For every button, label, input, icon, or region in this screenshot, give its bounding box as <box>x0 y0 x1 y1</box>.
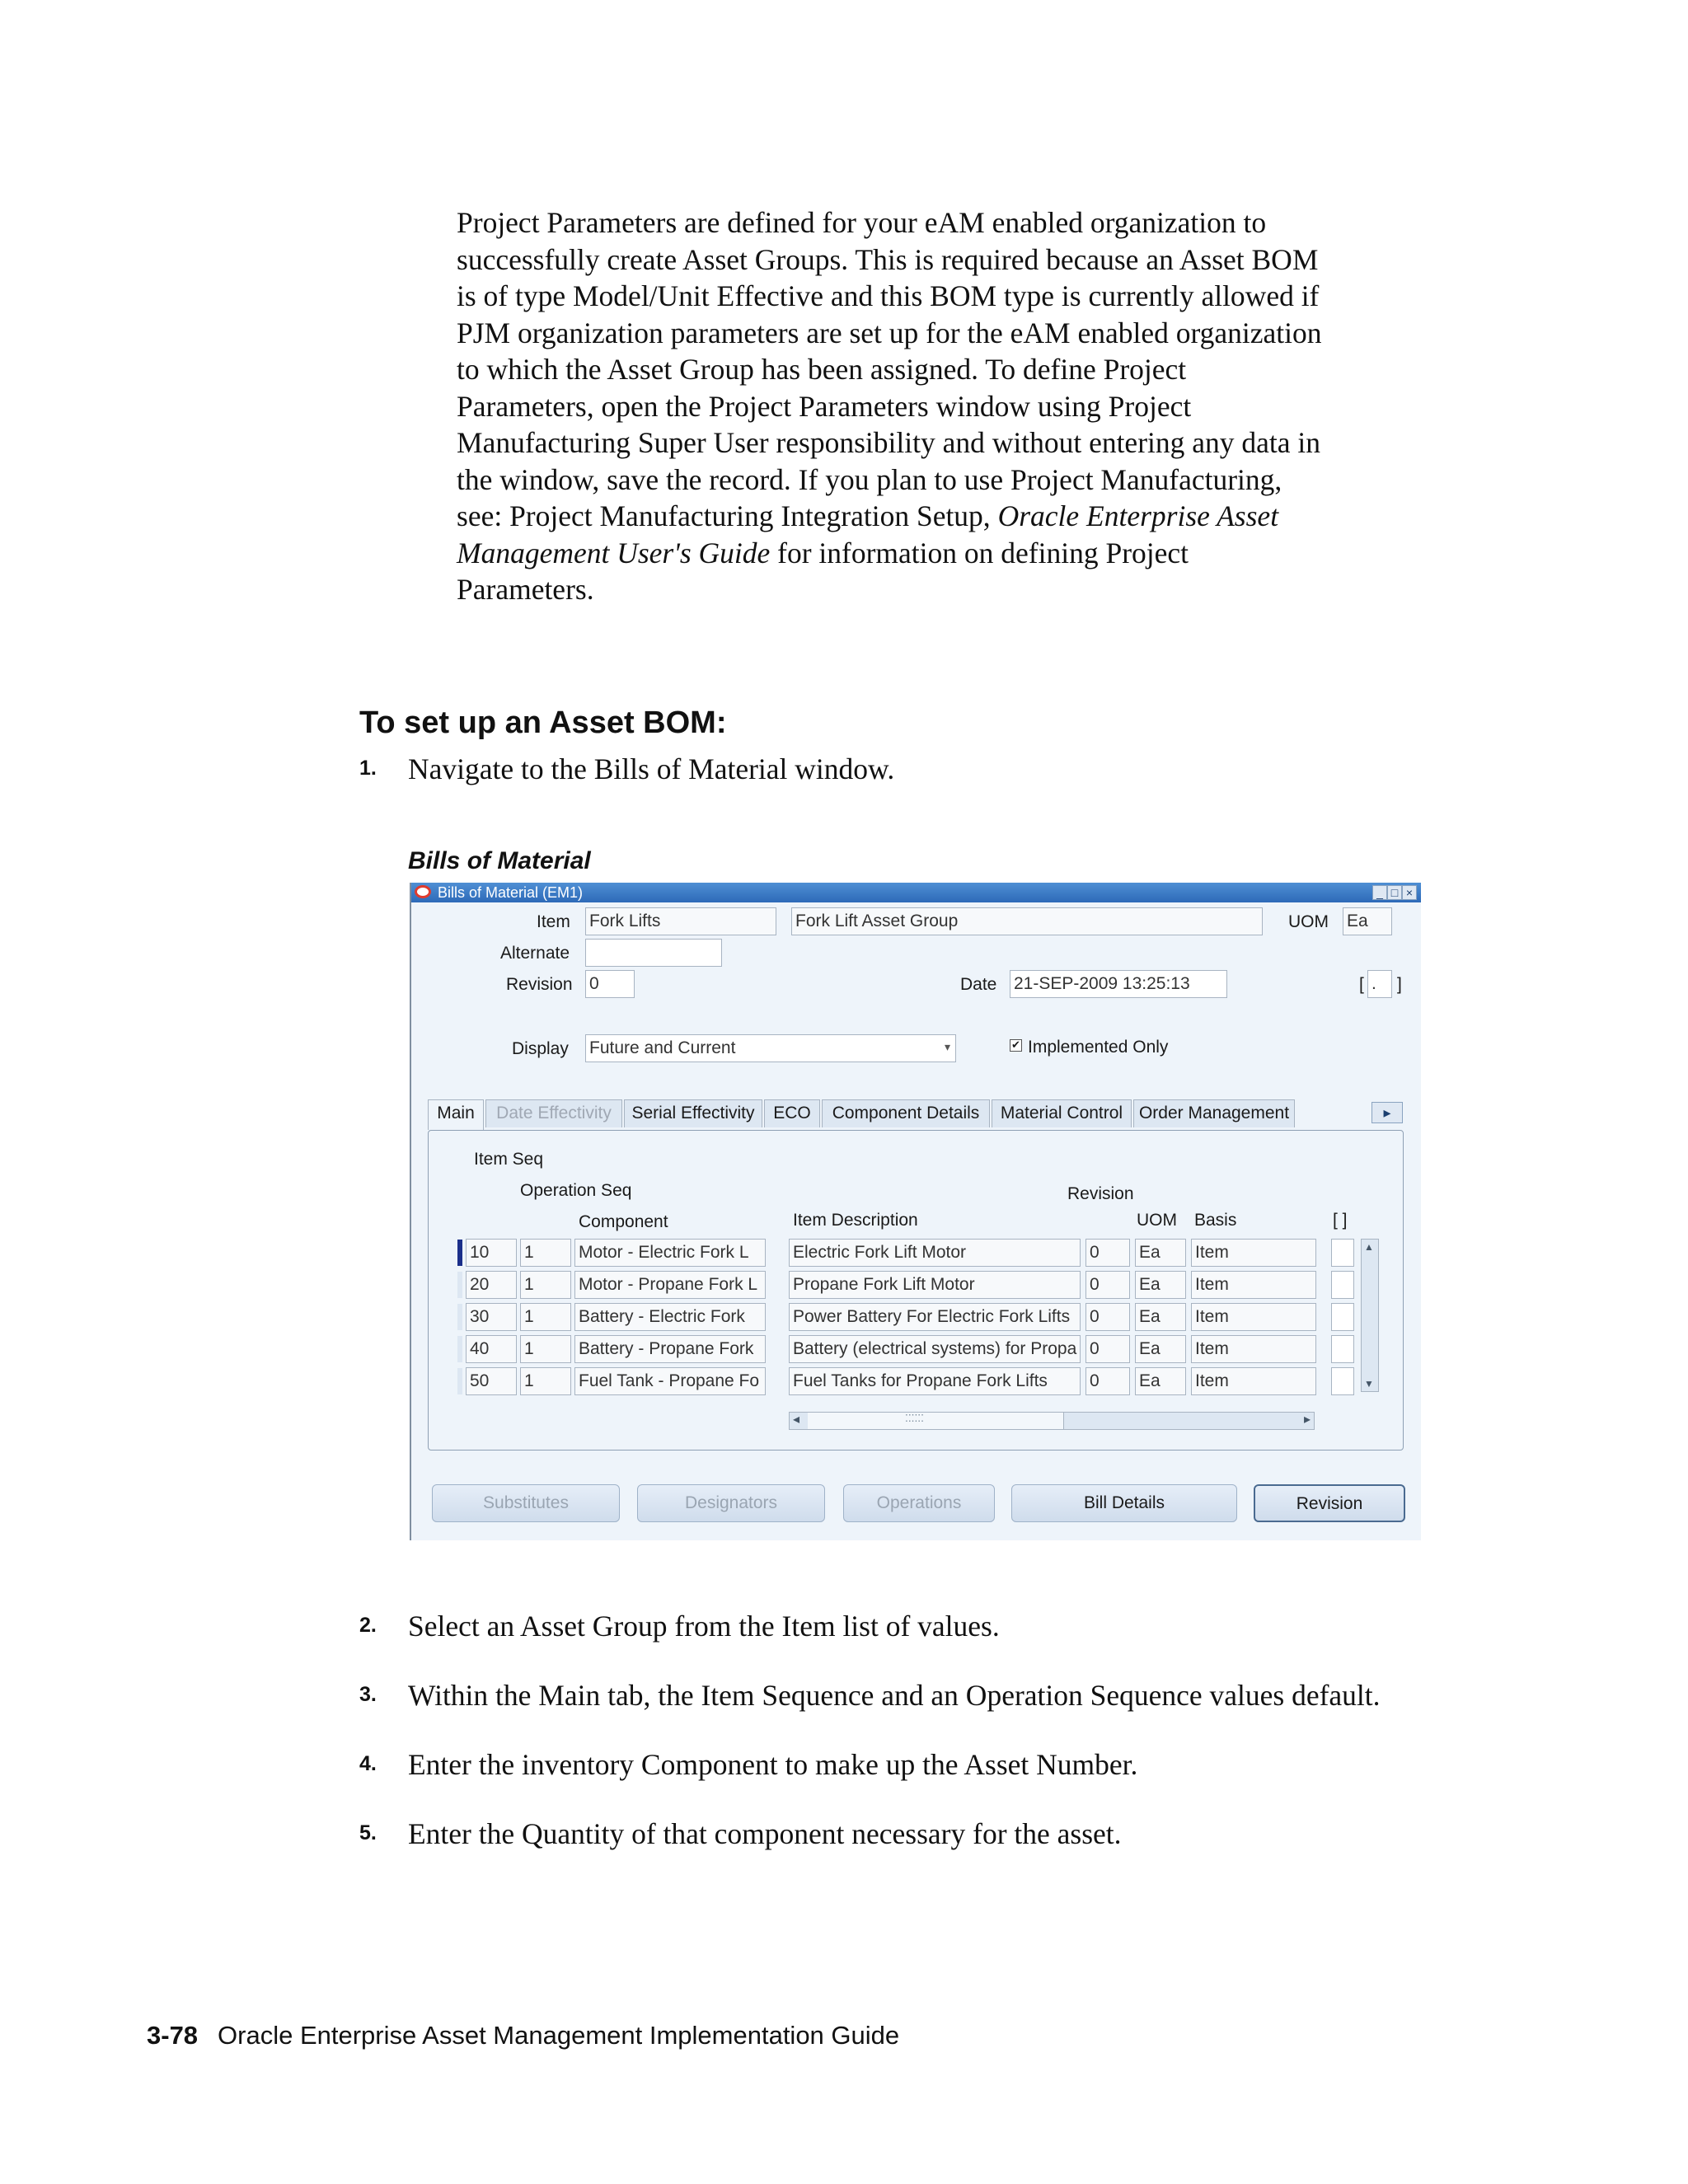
intro-paragraph <box>457 204 1330 608</box>
tab-component-details[interactable]: Component Details <box>822 1099 990 1127</box>
item-seq-cell[interactable]: 10 <box>466 1239 517 1267</box>
scroll-left-icon[interactable]: ◂ <box>793 1413 800 1427</box>
uom-cell[interactable]: Ea <box>1135 1271 1186 1299</box>
operation-seq-cell[interactable]: 1 <box>520 1271 571 1299</box>
item-description-cell[interactable]: Propane Fork Lift Motor <box>789 1271 1081 1299</box>
revision-button[interactable]: Revision <box>1254 1484 1405 1522</box>
bill-details-button[interactable]: Bill Details <box>1011 1484 1237 1522</box>
oracle-logo-icon <box>415 885 431 898</box>
col-item-description: Item Description <box>793 1211 918 1230</box>
basis-cell[interactable]: Item <box>1191 1303 1316 1331</box>
display-select[interactable] <box>585 1034 956 1062</box>
minimize-icon[interactable]: _ <box>1372 885 1387 900</box>
alternate-label: Alternate <box>500 944 570 963</box>
item-field[interactable]: Fork Lifts <box>585 907 776 935</box>
descriptive-flexfield[interactable]: . <box>1367 970 1392 998</box>
item-description-field[interactable]: Fork Lift Asset Group <box>791 907 1263 935</box>
tab-main[interactable]: Main <box>428 1099 484 1130</box>
revision-cell[interactable]: 0 <box>1085 1335 1130 1363</box>
item-description-cell[interactable]: Fuel Tanks for Propane Fork Lifts <box>789 1367 1081 1395</box>
row-dff-cell[interactable] <box>1331 1239 1354 1267</box>
alternate-field[interactable] <box>585 939 722 967</box>
component-cell[interactable]: Motor - Propane Fork L <box>574 1271 766 1299</box>
step-text: Navigate to the Bills of Material window. <box>408 752 895 785</box>
step-number: 1. <box>359 757 377 780</box>
intro-text: Project Parameters are defined for your eAM enabled organization to successfully create Asset Groups. This is required because an Asset BOM is of type Model/Unit Effective and this BOM type is currently allowed if PJM organization parameters are set up for the eAM enabled organization to which the Asset Group has been assigned. To define Project Parameters, open the Project Parameters window using Project Manufacturing Super User responsibility and without entering any data in the window, save the record. If you plan to use Project Manufacturing, see: Project Manufacturing Integration Setup, <box>457 206 1322 532</box>
substitutes-button[interactable]: Substitutes <box>432 1484 620 1522</box>
bills-of-material-window <box>410 883 1421 1540</box>
scroll-right-icon[interactable]: ▸ <box>1303 1413 1311 1427</box>
revision-cell[interactable]: 0 <box>1085 1367 1130 1395</box>
date-label: Date <box>960 975 997 994</box>
tab-serial-effectivity[interactable]: Serial Effectivity <box>624 1099 762 1127</box>
revision-label: Revision <box>506 975 573 994</box>
vertical-scrollbar[interactable] <box>1361 1239 1379 1392</box>
item-seq-cell[interactable]: 30 <box>466 1303 517 1331</box>
page-footer <box>147 2021 899 2050</box>
dff-bracket-open: [ <box>1359 975 1364 994</box>
figure-caption: Bills of Material <box>408 847 591 874</box>
item-seq-cell[interactable]: 40 <box>466 1335 517 1363</box>
tab-order-management[interactable]: Order Management <box>1133 1099 1295 1127</box>
component-cell[interactable]: Battery - Propane Fork <box>574 1335 766 1363</box>
item-seq-cell[interactable]: 50 <box>466 1367 517 1395</box>
component-cell[interactable]: Fuel Tank - Propane Fo <box>574 1367 766 1395</box>
col-basis: Basis <box>1194 1211 1237 1230</box>
maximize-icon[interactable]: □ <box>1387 885 1402 900</box>
col-dff: [ ] <box>1333 1211 1348 1230</box>
operation-seq-cell[interactable]: 1 <box>520 1239 571 1267</box>
item-description-cell[interactable]: Electric Fork Lift Motor <box>789 1239 1081 1267</box>
scroll-grip-icon: ⁚⁚⁚⁚⁚⁚ <box>905 1413 924 1424</box>
revision-cell[interactable]: 0 <box>1085 1239 1130 1267</box>
window-titlebar <box>411 883 1421 902</box>
implemented-only-checkbox[interactable]: ✔ <box>1010 1039 1022 1052</box>
guide-title-footer: Oracle Enterprise Asset Management Implementation Guide <box>218 2021 900 2050</box>
component-cell[interactable]: Battery - Electric Fork <box>574 1303 766 1331</box>
row-dff-cell[interactable] <box>1331 1271 1354 1299</box>
basis-cell[interactable]: Item <box>1191 1239 1316 1267</box>
implemented-only-label: Implemented Only <box>1028 1038 1169 1057</box>
scroll-down-icon[interactable]: ▼ <box>1364 1378 1374 1390</box>
basis-cell[interactable]: Item <box>1191 1367 1316 1395</box>
row-indicator[interactable] <box>457 1240 462 1266</box>
basis-cell[interactable]: Item <box>1191 1335 1316 1363</box>
display-value: Future and Current <box>589 1038 736 1057</box>
row-indicator[interactable] <box>457 1368 462 1394</box>
revision-cell[interactable]: 0 <box>1085 1271 1130 1299</box>
date-field[interactable]: 21-SEP-2009 13:25:13 <box>1010 970 1227 998</box>
row-dff-cell[interactable] <box>1331 1367 1354 1395</box>
item-label: Item <box>537 912 570 931</box>
row-indicator[interactable] <box>457 1304 462 1330</box>
row-indicator[interactable] <box>457 1336 462 1362</box>
step-text: Within the Main tab, the Item Sequence and an Operation Sequence values default. <box>408 1679 1381 1712</box>
uom-cell[interactable]: Ea <box>1135 1367 1186 1395</box>
revision-field[interactable]: 0 <box>585 970 635 998</box>
scroll-up-icon[interactable]: ▲ <box>1364 1241 1374 1253</box>
uom-field[interactable]: Ea <box>1343 907 1392 935</box>
step-number: 5. <box>359 1821 377 1844</box>
tab-scroll-right-icon[interactable]: ▸ <box>1372 1102 1403 1123</box>
basis-cell[interactable]: Item <box>1191 1271 1316 1299</box>
tab-date-effectivity[interactable]: Date Effectivity <box>485 1099 622 1127</box>
row-indicator[interactable] <box>457 1272 462 1298</box>
dff-bracket-close: ] <box>1397 975 1402 994</box>
row-dff-cell[interactable] <box>1331 1335 1354 1363</box>
col-operation-seq: Operation Seq <box>520 1181 632 1200</box>
operations-button[interactable]: Operations <box>843 1484 995 1522</box>
step-number: 2. <box>359 1614 377 1637</box>
tab-eco[interactable]: ECO <box>764 1099 820 1127</box>
tab-material-control[interactable]: Material Control <box>992 1099 1132 1127</box>
operation-seq-cell[interactable]: 1 <box>520 1367 571 1395</box>
intro-text-end: for information on defining Project Parameters. <box>457 536 1189 606</box>
uom-cell[interactable]: Ea <box>1135 1239 1186 1267</box>
guide-title: Oracle Enterprise Asset Management User's Guide <box>457 499 1279 569</box>
step-text: Enter the inventory Component to make up the Asset Number. <box>408 1748 1138 1781</box>
item-description-cell[interactable]: Power Battery For Electric Fork Lifts <box>789 1303 1081 1331</box>
uom-label: UOM <box>1288 912 1329 931</box>
col-component: Component <box>579 1212 668 1231</box>
scroll-thumb[interactable] <box>808 1413 1064 1429</box>
dropdown-arrow-icon[interactable]: ▾ <box>944 1040 950 1053</box>
col-revision: Revision <box>1067 1184 1134 1203</box>
step-text: Enter the Quantity of that component necessary for the asset. <box>408 1817 1122 1850</box>
step-text: Select an Asset Group from the Item list of values. <box>408 1610 1000 1643</box>
item-seq-cell[interactable]: 20 <box>466 1271 517 1299</box>
page-number: 3-78 <box>147 2021 199 2050</box>
uom-cell[interactable]: Ea <box>1135 1335 1186 1363</box>
component-cell[interactable]: Motor - Electric Fork L <box>574 1239 766 1267</box>
operation-seq-cell[interactable]: 1 <box>520 1303 571 1331</box>
horizontal-scrollbar[interactable] <box>789 1412 1315 1430</box>
close-icon[interactable]: × <box>1402 885 1417 900</box>
operation-seq-cell[interactable]: 1 <box>520 1335 571 1363</box>
window-title: Bills of Material (EM1) <box>438 884 584 901</box>
step-number: 3. <box>359 1683 377 1706</box>
section-heading: To set up an Asset BOM: <box>359 705 727 740</box>
col-item-seq: Item Seq <box>474 1150 544 1169</box>
item-description-cell[interactable]: Battery (electrical systems) for Propa <box>789 1335 1081 1363</box>
display-label: Display <box>512 1039 569 1058</box>
uom-cell[interactable]: Ea <box>1135 1303 1186 1331</box>
col-uom: UOM <box>1137 1211 1177 1230</box>
revision-cell[interactable]: 0 <box>1085 1303 1130 1331</box>
step-number: 4. <box>359 1752 377 1775</box>
designators-button[interactable]: Designators <box>637 1484 825 1522</box>
row-dff-cell[interactable] <box>1331 1303 1354 1331</box>
